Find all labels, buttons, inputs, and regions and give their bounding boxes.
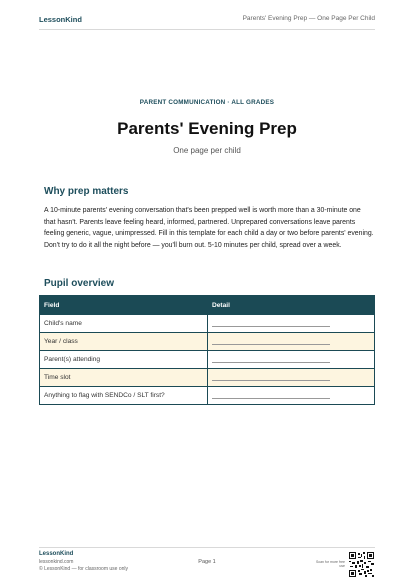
footer-brand: LessonKind (39, 551, 74, 557)
detail-input-line[interactable] (208, 315, 375, 333)
table-row (40, 351, 375, 369)
column-header-detail: Detail (208, 296, 375, 315)
detail-input-line[interactable] (208, 369, 375, 387)
table-row (40, 315, 375, 333)
field-label: Anything to flag with SENDCo / SLT first? (40, 387, 208, 405)
footer-site-link[interactable]: lessonkind.com (39, 559, 74, 565)
page-title: Parents' Evening Prep (117, 119, 297, 138)
why-heading: Why prep matters (44, 186, 129, 197)
column-header-field: Field (40, 296, 208, 315)
field-label: Time slot (40, 369, 208, 387)
page-subtitle: One page per child (173, 146, 241, 155)
table-row (40, 333, 375, 351)
detail-input-line[interactable] (208, 351, 375, 369)
field-label: Year / class (40, 333, 208, 351)
footer-copyright: © LessonKind — for classroom use only (39, 566, 129, 572)
pupil-heading: Pupil overview (44, 278, 115, 289)
table-row (40, 387, 375, 405)
detail-input-line[interactable] (208, 387, 375, 405)
pupil-overview-table (39, 295, 375, 405)
qr-code-icon[interactable] (349, 552, 374, 577)
footer-divider (39, 547, 375, 548)
field-label: Child's name (40, 315, 208, 333)
eyebrow-label: PARENT COMMUNICATION · ALL GRADES (139, 99, 275, 106)
table-row (40, 369, 375, 387)
header-divider (39, 29, 375, 30)
page-number: Page 1 (198, 559, 216, 565)
why-paragraph: A 10-minute parents' evening conversation that's been prepped well is worth more than a 30-minute one that hasn't. Parents leave feeling heard, informed, partnered. Unprepared conversations leave parents feeling generic, vague, unimpressed. Fill in this template for each child a day or two before parents' evening. Don't try to do it all the night before — you'll burn out. 5-10 minutes per child, spread over a week. (44, 207, 374, 249)
field-label: Parent(s) attending (40, 351, 208, 369)
detail-input-line[interactable] (208, 333, 375, 351)
header-doc-title: Parents' Evening Prep — One Page Per Child (242, 15, 375, 22)
header-brand: LessonKind (39, 15, 82, 24)
page-header (0, 0, 414, 30)
qr-caption: Scan for more free use (316, 560, 345, 568)
table-header-row (40, 296, 375, 315)
